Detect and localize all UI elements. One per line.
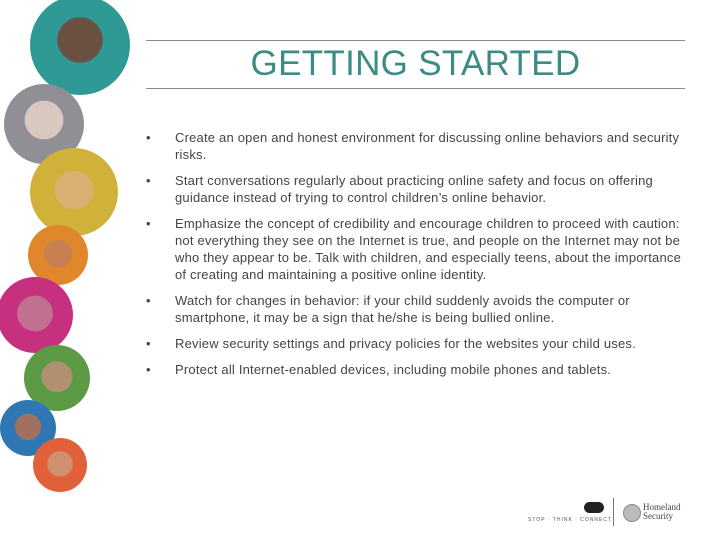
bullet-text: Review security settings and privacy policies for the websites your child uses. (175, 336, 636, 351)
dhs-seal-icon (623, 504, 641, 522)
slide-title: GETTING STARTED (250, 44, 581, 83)
bullet-item (146, 215, 686, 283)
logo-divider (613, 498, 614, 526)
portrait-yellow (30, 148, 118, 236)
bullet-item (146, 292, 686, 326)
bullet-marker: • (146, 362, 151, 377)
stop-think-connect-logo-icon (584, 502, 604, 513)
portrait-teal (30, 0, 130, 95)
bullet-text: Start conversations regularly about practicing online safety and focus on offering guidance instead of trying to control children’s online behavior. (175, 173, 653, 205)
bullet-list (146, 129, 686, 387)
agency-name (643, 503, 681, 521)
bullet-marker: • (146, 130, 151, 145)
agency-line-2: Security (643, 511, 673, 521)
bullet-marker: • (146, 293, 151, 308)
agency-line-1: Homeland (643, 502, 681, 512)
title-rule-bottom (146, 88, 685, 89)
bullet-text: Protect all Internet-enabled devices, including mobile phones and tablets. (175, 362, 612, 377)
portrait-orange (28, 225, 88, 285)
bullet-text: Emphasize the concept of credibility and encourage children to proceed with caution: not everything they see on the Internet is true, and people on the Internet may not be who they appear to be. Talk with children, and especially teens, about the importance of creating and maintaining a positive online identity. (175, 216, 682, 282)
bullet-item (146, 172, 686, 206)
bullet-marker: • (146, 216, 151, 231)
bullet-item (146, 361, 686, 378)
bullet-marker: • (146, 336, 151, 351)
portrait-magenta (0, 277, 73, 353)
bullet-item (146, 335, 686, 352)
portrait-red (33, 438, 87, 492)
bullet-item (146, 129, 686, 163)
bullet-text: Create an open and honest environment for discussing online behaviors and security risks. (175, 130, 680, 162)
campaign-text: STOP · THINK · CONNECT (528, 517, 612, 523)
bullet-text: Watch for changes in behavior: if your child suddenly avoids the computer or smartphone, it may be a sign that he/she is being bullied online. (175, 293, 630, 325)
bullet-marker: • (146, 173, 151, 188)
title-rule-top (146, 40, 685, 41)
footer-logos (528, 498, 688, 528)
